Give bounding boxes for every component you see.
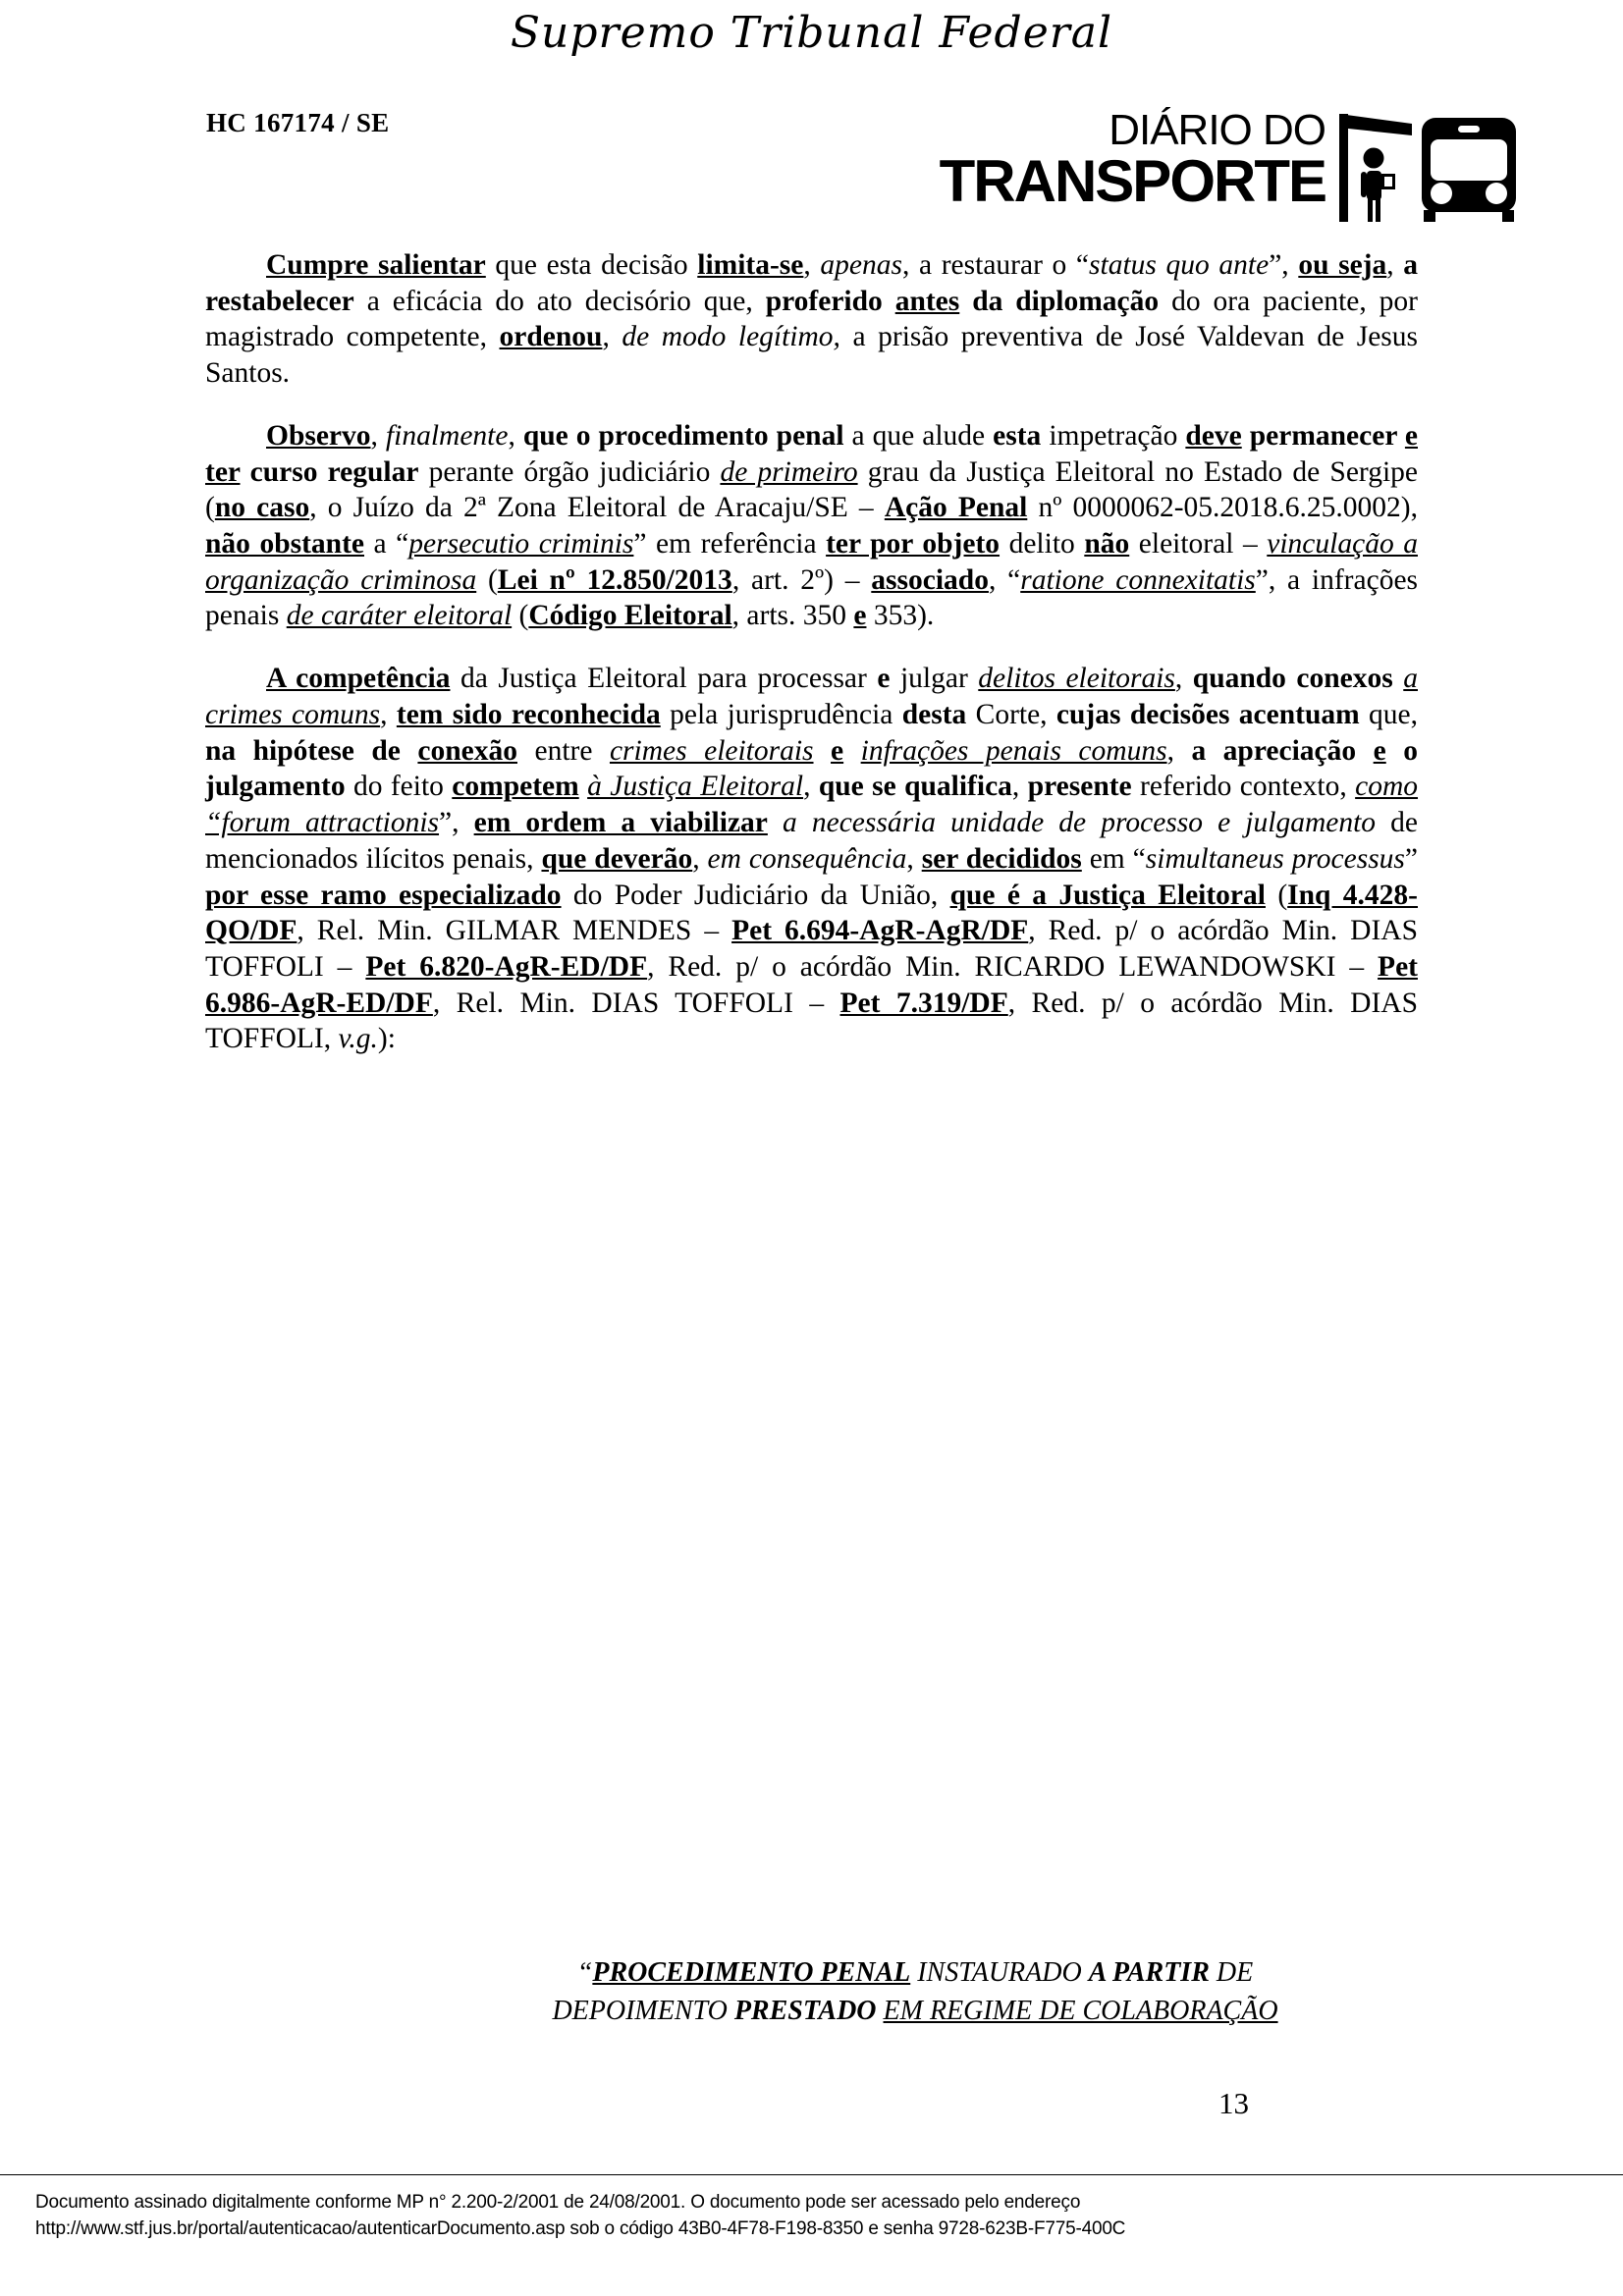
bus-stop-shelter-icon — [1339, 114, 1412, 222]
bus-icon — [1422, 118, 1516, 222]
footer-line-2: http://www.stf.jus.br/portal/autenticacao/autenticarDocumento.asp sob o código 43B0-4F78-F198-8350 e senha 9728-623B-F775-400C — [35, 2217, 1126, 2239]
waiting-person-icon — [1361, 148, 1395, 223]
paragraph-a-competencia: A competência da Justiça Eleitoral para processar e julgar delitos eleitorais, quando conexos a crimes comuns, tem sido reconhecida pela jurisprudência desta Corte, cujas decisões acentuam que, na hipótese de conexão entre crimes eleitorais e infrações penais comuns, a apreciação e o julgamento do feito competem à Justiça Eleitoral, que se qualifica, presente referido contexto, como “forum attractionis”, em ordem a viabilizar a necessária unidade de processo e julgamento de mencionados ilícitos penais, que deverão, em consequência, ser decididos em “simultaneus processus” por esse ramo especializado do Poder Judiciário da União, que é a Justiça Eleitoral (Inq 4.428-QO/DF, Rel. Min. GILMAR MENDES – Pet 6.694-AgR-AgR/DF, Red. p/ o acórdão Min. DIAS TOFFOLI – Pet 6.820-AgR-ED/DF, Red. p/ o acórdão Min. RICARDO LEWANDOWSKI – Pet 6.986-AgR-ED/DF, Rel. Min. DIAS TOFFOLI – Pet 7.319/DF, Red. p/ o acórdão Min. DIAS TOFFOLI, v.g.): — [205, 663, 1419, 1055]
page-number — [0, 2086, 1623, 2121]
page-number-value: 13 — [1218, 2086, 1249, 2120]
quoted-excerpt — [412, 1954, 1418, 2030]
footer-line-1: Documento assinado digitalmente conforme MP n° 2.200-2/2001 de 24/08/2001. O documento pode ser acessado pelo endereço — [35, 2192, 1081, 2213]
footer-divider — [0, 2174, 1623, 2175]
digital-signature-footer — [35, 2190, 1587, 2243]
watermark-line-2: TRANSPORTE — [939, 148, 1325, 215]
watermark-line-1: DIÁRIO DO — [1109, 106, 1325, 154]
watermark-icon-group — [1335, 112, 1522, 230]
paragraph-cumpre-salientar: Cumpre salientar que esta decisão limita-se, apenas, a restaurar o “status quo ante”, ou seja, a restabelecer a eficácia do ato decisório que, proferido antes da diplomação do ora paciente, por magistrado competente, ordenou, de modo legítimo, a prisão preventiva de José Valdevan de Jesus Santos. — [205, 249, 1419, 390]
paragraph-observo: Observo, finalmente, que o procedimento penal a que alude esta impetração deve permanecer e ter curso regular perante órgão judiciário de primeiro grau da Justiça Eleitoral no Estado de Sergipe (no caso, o Juízo da 2ª Zona Eleitoral de Aracaju/SE – Ação Penal nº 0000062-05.2018.6.25.0002), não obstante a “persecutio criminis” em referência ter por objeto delito não eleitoral – vinculação a organização criminosa (Lei nº 12.850/2013, art. 2º) – associado, “ratione connexitatis”, a infrações penais de caráter eleitoral (Código Eleitoral, arts. 350 e 353). — [205, 419, 1419, 632]
court-title: Supremo Tribunal Federal — [510, 8, 1113, 58]
quote-line-2: DEPOIMENTO PRESTADO EM REGIME DE COLABORAÇÃO — [552, 1995, 1278, 2026]
quote-line-1: “PROCEDIMENTO PENAL INSTAURADO A PARTIR DE — [576, 1957, 1254, 1988]
watermark-wordmark — [879, 106, 1325, 215]
document-body — [205, 247, 1418, 1057]
case-number: HC 167174 / SE — [206, 108, 390, 137]
